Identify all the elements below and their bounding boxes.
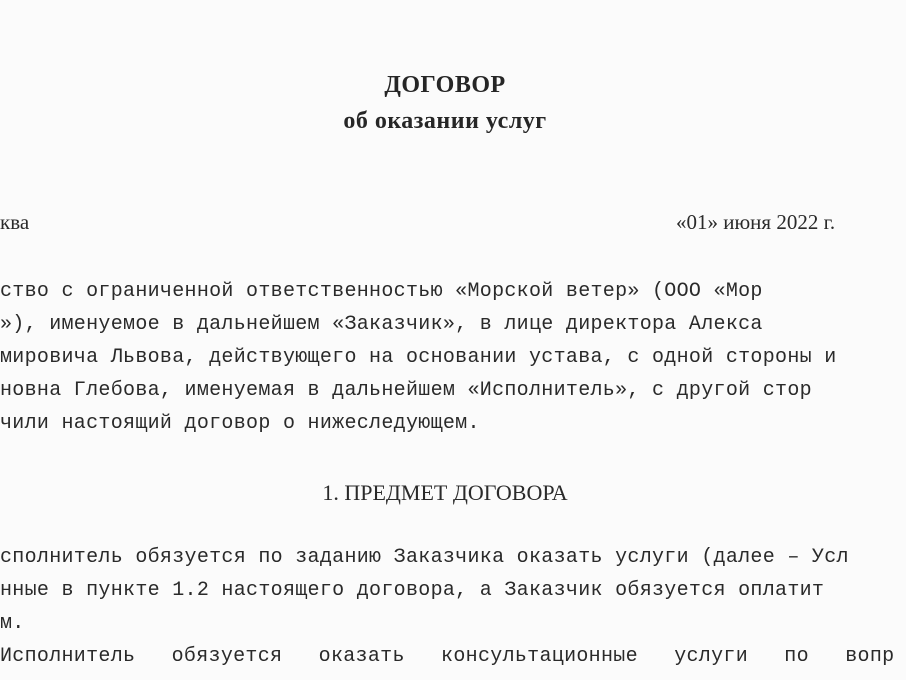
document-subtitle: об оказании услуг — [343, 108, 547, 134]
section-line: Исполнитель обязуется оказать консультационные услуги по вопр — [0, 645, 895, 668]
section-heading: 1. ПРЕДМЕТ ДОГОВОРА — [322, 480, 568, 505]
section-line: нные в пункте 1.2 настоящего договора, а Заказчик обязуется оплатит — [0, 579, 825, 602]
preamble-line: ство с ограниченной ответственностью «Морской ветер» (ООО «Мор — [0, 280, 763, 303]
preamble-line: чили настоящий договор о нижеследующем. — [0, 412, 480, 435]
preamble-line: »), именуемое в дальнейшем «Заказчик», в лице директора Алекса — [0, 313, 763, 336]
section-line: сполнитель обязуется по заданию Заказчика оказать услуги (далее – Усл — [0, 546, 849, 569]
preamble-line: новна Глебова, именуемая в дальнейшем «Исполнитель», с другой стор — [0, 379, 812, 402]
section-line: м. — [0, 612, 25, 635]
contract-date: «01» июня 2022 г. — [676, 210, 836, 234]
contract-place: ква — [0, 210, 30, 234]
document-title: ДОГОВОР — [384, 72, 506, 98]
preamble-line: мировича Львова, действующего на основании устава, с одной стороны и — [0, 346, 837, 369]
